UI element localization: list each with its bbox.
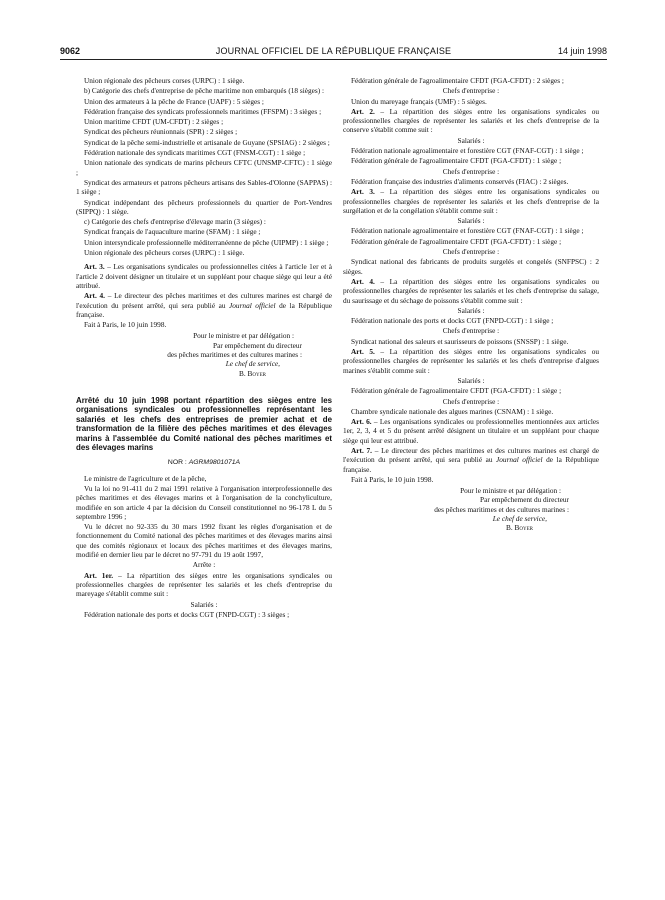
article-label: Art. 4.	[84, 291, 105, 301]
paragraph: Union régionale des pêcheurs corses (URPC) : 1 siège.	[84, 76, 245, 85]
signature-line: Le chef de service,	[492, 514, 547, 524]
left-column	[76, 76, 332, 620]
journal-title: JOURNAL OFFICIEL DE LA RÉPUBLIQUE FRANÇAISE	[215, 46, 452, 56]
article-3	[343, 187, 599, 215]
article-2	[343, 107, 599, 135]
category-heading: Chefs d'entreprise :	[442, 86, 500, 96]
article-label: Art. 5.	[351, 347, 375, 357]
paragraph: Union nationale des syndicats de marins pêcheurs CFTC (UNSMP-CFTC) : 1 siège ;	[76, 158, 332, 177]
paragraph: Le ministre de l'agriculture et de la pêche,	[84, 473, 207, 483]
nor-reference	[76, 458, 332, 467]
paragraph: Syndicat de la pêche semi-industrielle et artisanale de Guyane (SPSIAG) : 2 sièges ;	[84, 137, 330, 147]
signature-line: Par empêchement du directeur	[213, 340, 302, 350]
paragraph: Syndicat français de l'aquaculture marine (SFAM) : 1 siège ;	[84, 227, 261, 237]
paragraph: Union régionale des pêcheurs corses (URPC) : 1 siège.	[84, 248, 245, 258]
paragraph: Union intersyndicale professionnelle méditerranéenne de pêche (UIPMP) : 1 siège ;	[84, 237, 329, 247]
arrete-heading: Arrête :	[192, 560, 216, 570]
article-label: Art. 6.	[351, 417, 372, 427]
article-text: – La répartition des sièges entre les organisations syndicales ou professionnelles chargées de représenter les salariés et les chefs d'entreprise d'algues marines s'établit comme suit :	[343, 347, 599, 375]
article-4	[343, 277, 599, 305]
paragraph: Fédération générale de l'agroalimentaire CFDT (FGA-CFDT) : 1 siège ;	[351, 156, 562, 166]
category-heading: Salariés :	[457, 305, 485, 315]
signature-line: Le chef de service,	[225, 359, 280, 369]
paragraph: Fédération nationale des ports et docks CGT (FNPD-CGT) : 1 siège ;	[351, 316, 554, 326]
signature-block	[343, 486, 599, 532]
paragraph: Vu le décret no 92-335 du 30 mars 1992 fixant les règles d'organisation et de fonctionnement du Comité national des pêches maritimes et des élevages marins ainsi que des comités régionaux et locaux des pêches maritimes et des élevages marins, modifié en dernier lieu par le décret no 97-791 du 19 août 1997,	[76, 522, 332, 560]
header-rule	[60, 59, 607, 60]
paragraph: Syndicat des pêcheurs réunionnais (SPR) : 2 sièges ;	[84, 127, 238, 137]
article-label: Art. 1er.	[84, 570, 114, 580]
place-date: Fait à Paris, le 10 juin 1998.	[84, 320, 167, 330]
paragraph: Fédération française des syndicats professionnels maritimes (FFSPM) : 3 sièges ;	[84, 106, 322, 116]
issue-date: 14 juin 1998	[557, 46, 607, 56]
category-heading: Chefs d'entreprise :	[442, 326, 500, 336]
paragraph: Fédération générale de l'agroalimentaire CFDT (FGA-CFDT) : 1 siège ;	[351, 386, 562, 396]
signature-line: Pour le ministre et par délégation :	[460, 486, 561, 496]
paragraph: Fédération nationale agroalimentaire et forestière CGT (FNAF-CGT) : 1 siège ;	[351, 226, 584, 236]
article-label: Art. 3.	[351, 187, 375, 197]
article-text: de la République française.	[76, 300, 332, 319]
signature-line: des pêches maritimes et des cultures marines :	[434, 504, 569, 514]
signature-line: des pêches maritimes et des cultures marines :	[167, 350, 302, 360]
article-3	[76, 262, 332, 290]
category-heading: Salariés :	[190, 599, 218, 609]
category-heading: Chefs d'entreprise :	[442, 247, 500, 257]
paragraph: Union des armateurs à la pêche de France (UAPF) : 5 sièges ;	[84, 96, 264, 106]
page-number: 9062	[60, 46, 81, 56]
journal-name: Journal officiel	[229, 300, 276, 310]
paragraph: Fédération nationale agroalimentaire et forestière CGT (FNAF-CGT) : 1 siège ;	[351, 146, 584, 156]
paragraph: Fédération française des industries d'aliments conservés (FIAC) : 2 sièges.	[351, 176, 569, 186]
category-heading: Chefs d'entreprise :	[442, 396, 500, 406]
paragraph: b) Catégorie des chefs d'entreprise de pêche maritime non embarqués (18 sièges) :	[84, 86, 324, 96]
place-date: Fait à Paris, le 10 juin 1998.	[351, 474, 434, 484]
category-heading: Chefs d'entreprise :	[442, 166, 500, 176]
article-text: – La répartition des sièges entre les organisations syndicales ou professionnelles chargées de représenter les salariés et les chefs d'entreprise du salage, du saurissage et du séchage de poissons s'établit comme suit :	[343, 276, 599, 305]
article-text: – La répartition des sièges entre les organisations syndicales ou professionnelles chargées de représenter les salariés et les chefs d'entreprise de la surgélation et de la congélation s'établit comme suit :	[343, 187, 599, 215]
article-label: Art. 7.	[351, 445, 372, 455]
paragraph: Union du mareyage français (UMF) : 5 sièges.	[351, 96, 487, 106]
right-column	[343, 76, 599, 533]
signatory-name: B. Boyer	[506, 523, 533, 533]
article-text: – La répartition des sièges entre les organisations syndicales ou professionnelles chargées de représenter les salariés et les chefs d'entreprise de la conserve s'établit comme suit :	[343, 106, 599, 135]
article-label: Art. 4.	[351, 276, 375, 286]
article-1	[76, 571, 332, 599]
article-text: – La répartition des sièges entre les organisations syndicales ou professionnelles chargées de représenter les salariés et les chefs d'entreprise du mareyage s'établit comme suit :	[76, 570, 332, 599]
nor-label: NOR :	[167, 459, 189, 467]
signature-line: Pour le ministre et par délégation :	[193, 331, 294, 341]
paragraph: Syndicat national des saleurs et saurisseurs de poissons (SNSSP) : 1 siège.	[351, 336, 569, 346]
article-label: Art. 2.	[351, 106, 375, 116]
signature-block	[76, 331, 332, 377]
journal-name: Journal officiel	[496, 455, 543, 465]
decree-title: Arrêté du 10 juin 1998 portant répartition des sièges entre les organisations syndicales ou professionnelles représentant les salariés et les chefs des entreprises de premier achat et de transformation de la filière des pêches maritimes et des élevages marins à l'assemblée du Comité national des pêches maritimes et des élevages marins	[76, 395, 332, 452]
article-label: Art. 3.	[84, 262, 105, 272]
paragraph: Syndicat des armateurs et patrons pêcheurs artisans des Sables-d'Olonne (SAPPAS) : 1 siège ;	[76, 177, 332, 197]
paragraph: Chambre syndicale nationale des algues marines (CSNAM) : 1 siège.	[351, 406, 554, 416]
paragraph: Syndicat indépendant des pêcheurs professionnels du quartier de Port-Vendres (SIPPQ) : 1 siège.	[76, 197, 332, 216]
article-text: – Le directeur des pêches maritimes et des cultures marines est chargé de l'exécution du présent arrêté, qui sera publié au	[76, 291, 332, 310]
signature-line: Par empêchement du directeur	[480, 495, 569, 505]
article-6	[343, 417, 599, 445]
paragraph: Union maritime CFDT (UM-CFDT) : 2 sièges ;	[84, 117, 224, 127]
article-text: – Le directeur des pêches maritimes et des cultures marines est chargé de l'exécution du présent arrêté, qui sera publié au	[343, 445, 599, 465]
article-7	[343, 446, 599, 474]
paragraph: Fédération générale de l'agroalimentaire CFDT (FGA-CFDT) : 1 siège ;	[351, 236, 562, 246]
paragraph: Fédération nationale des syndicats maritimes CGT (FNSM-CGT) : 1 siège ;	[84, 148, 306, 158]
signatory-name: B. Boyer	[239, 368, 266, 378]
nor-code: AGRM9801071A	[188, 459, 241, 467]
article-4	[76, 291, 332, 319]
article-text: de la République française.	[343, 455, 599, 474]
paragraph: Fédération générale de l'agroalimentaire CFDT (FGA-CFDT) : 2 sièges ;	[351, 76, 564, 85]
article-5	[343, 347, 599, 375]
article-text: – Les organisations syndicales ou professionnelles mentionnées aux articles 1er, 2, 3, 4 et 5 du présent arrêté désignent un titulaire et un suppléant pour chaque siège qui leur est attribué.	[343, 417, 599, 445]
category-heading: Salariés :	[457, 216, 485, 226]
paragraph: c) Catégorie des chefs d'entreprise d'élevage marin (3 sièges) :	[84, 217, 266, 227]
category-heading: Salariés :	[457, 375, 485, 385]
category-heading: Salariés :	[457, 135, 485, 145]
article-text: – Les organisations syndicales ou professionnelles citées à l'article 1er et à l'article 2 doivent désigner un titulaire et un suppléant pour chaque siège qui leur a été attribué.	[76, 262, 332, 290]
paragraph: Vu la loi no 91-411 du 2 mai 1991 relative à l'organisation interprofessionnelle des pêches maritimes et des élevages marins et à l'organisation de la conchyliculture, modifiée en son article 4 par la décision du Conseil constitutionnel no 96-178 L du 5 septembre 1996 ;	[76, 483, 332, 521]
paragraph: Syndicat national des fabricants de produits surgelés et congelés (SNFPSC) : 2 sièges.	[343, 257, 599, 276]
paragraph: Fédération nationale des ports et docks CGT (FNPD-CGT) : 3 sièges ;	[84, 609, 290, 619]
